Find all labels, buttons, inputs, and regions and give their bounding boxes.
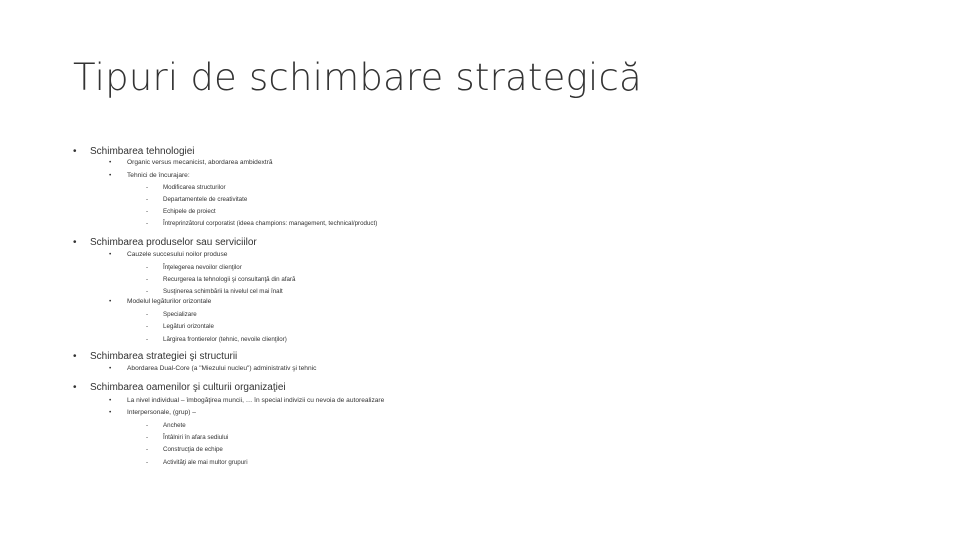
sub-item	[109, 409, 196, 416]
bullet-icon: •	[73, 146, 77, 157]
sub-sub-item	[146, 196, 248, 203]
bullet-icon: •	[109, 251, 112, 258]
section-item	[73, 146, 195, 157]
bullet-icon: -	[146, 459, 149, 466]
item-text: Schimbarea produselor sau serviciilor	[90, 237, 257, 248]
sub-sub-item	[146, 434, 229, 441]
sub-sub-item	[146, 264, 242, 271]
section-item	[73, 351, 238, 362]
sub-item	[109, 172, 190, 179]
bullet-icon: -	[146, 264, 149, 271]
sub-sub-item	[146, 446, 223, 453]
item-text: Înţelegerea nevoilor clienţilor	[163, 264, 242, 271]
sub-item	[109, 298, 212, 305]
item-text: Tehnici de încurajare:	[127, 172, 190, 179]
bullet-icon: •	[109, 397, 112, 404]
section-item	[73, 382, 286, 393]
item-text: Recurgerea la tehnologii şi consultanţă din afară	[163, 276, 296, 283]
bullet-icon: •	[109, 365, 112, 372]
bullet-icon: -	[146, 220, 149, 227]
sub-sub-item	[146, 288, 283, 295]
sub-item	[109, 251, 228, 258]
item-text: Legături orizontale	[163, 323, 214, 330]
bullet-icon: •	[73, 382, 77, 393]
item-text: Activităţi ale mai multor grupuri	[163, 459, 248, 466]
item-text: Schimbarea tehnologiei	[90, 146, 195, 157]
bullet-icon: •	[109, 172, 112, 179]
bullet-icon: -	[146, 184, 149, 191]
sub-sub-item	[146, 220, 378, 227]
bullet-icon: •	[109, 409, 112, 416]
item-text: Interpersonale, (grup) –	[127, 409, 196, 416]
bullet-icon: -	[146, 311, 149, 318]
bullet-icon: -	[146, 196, 149, 203]
item-text: Întâlniri în afara sediului	[163, 434, 229, 441]
sub-sub-item	[146, 208, 216, 215]
item-text: Specializare	[163, 311, 197, 318]
bullet-icon: -	[146, 422, 149, 429]
bullet-icon: -	[146, 446, 149, 453]
bullet-icon: -	[146, 336, 149, 343]
bullet-icon: •	[109, 298, 112, 305]
item-text: Organic versus mecanicist, abordarea ambidextră	[127, 159, 273, 166]
bullet-icon: -	[146, 323, 149, 330]
item-text: Modelul legăturilor orizontale	[127, 298, 212, 305]
sub-item	[109, 159, 273, 166]
sub-item	[109, 365, 317, 372]
item-text: Schimbarea strategiei şi structurii	[90, 351, 238, 362]
bullet-icon: -	[146, 208, 149, 215]
item-text: Susţinerea schimbării la nivelul cel mai înalt	[163, 288, 283, 295]
sub-sub-item	[146, 311, 197, 318]
sub-sub-item	[146, 323, 214, 330]
item-text: Cauzele succesului noilor produse	[127, 251, 228, 258]
bullet-icon: -	[146, 288, 149, 295]
bullet-icon: -	[146, 434, 149, 441]
sub-item	[109, 397, 385, 404]
item-text: Construcţia de echipe	[163, 446, 223, 453]
sub-sub-item	[146, 459, 248, 466]
sub-sub-item	[146, 422, 186, 429]
bullet-icon: •	[73, 351, 77, 362]
bullet-icon: •	[73, 237, 77, 248]
sub-sub-item	[146, 336, 287, 343]
bullet-icon: •	[109, 159, 112, 166]
item-text: Echipele de proiect	[163, 208, 216, 215]
item-text: Modificarea structurilor	[163, 184, 226, 191]
item-text: Întreprinzătorul corporatist (ideea champions: management, technical/product)	[163, 220, 378, 227]
section-item	[73, 237, 257, 248]
item-text: Schimbarea oamenilor şi culturii organizaţiei	[90, 382, 286, 393]
item-text: Abordarea Dual-Core (a "Miezului nucleu") administrativ şi tehnic	[127, 365, 317, 372]
item-text: Anchete	[163, 422, 186, 429]
slide-title: Tipuri de schimbare strategică	[73, 56, 642, 99]
bullet-icon: -	[146, 276, 149, 283]
sub-sub-item	[146, 276, 296, 283]
item-text: Departamentele de creativitate	[163, 196, 248, 203]
sub-sub-item	[146, 184, 226, 191]
item-text: La nivel individual – îmbogăţirea muncii, … în special indivizii cu nevoia de autorealizare	[127, 397, 385, 404]
item-text: Lărgirea frontierelor (tehnic, nevoile clienţilor)	[163, 336, 287, 343]
